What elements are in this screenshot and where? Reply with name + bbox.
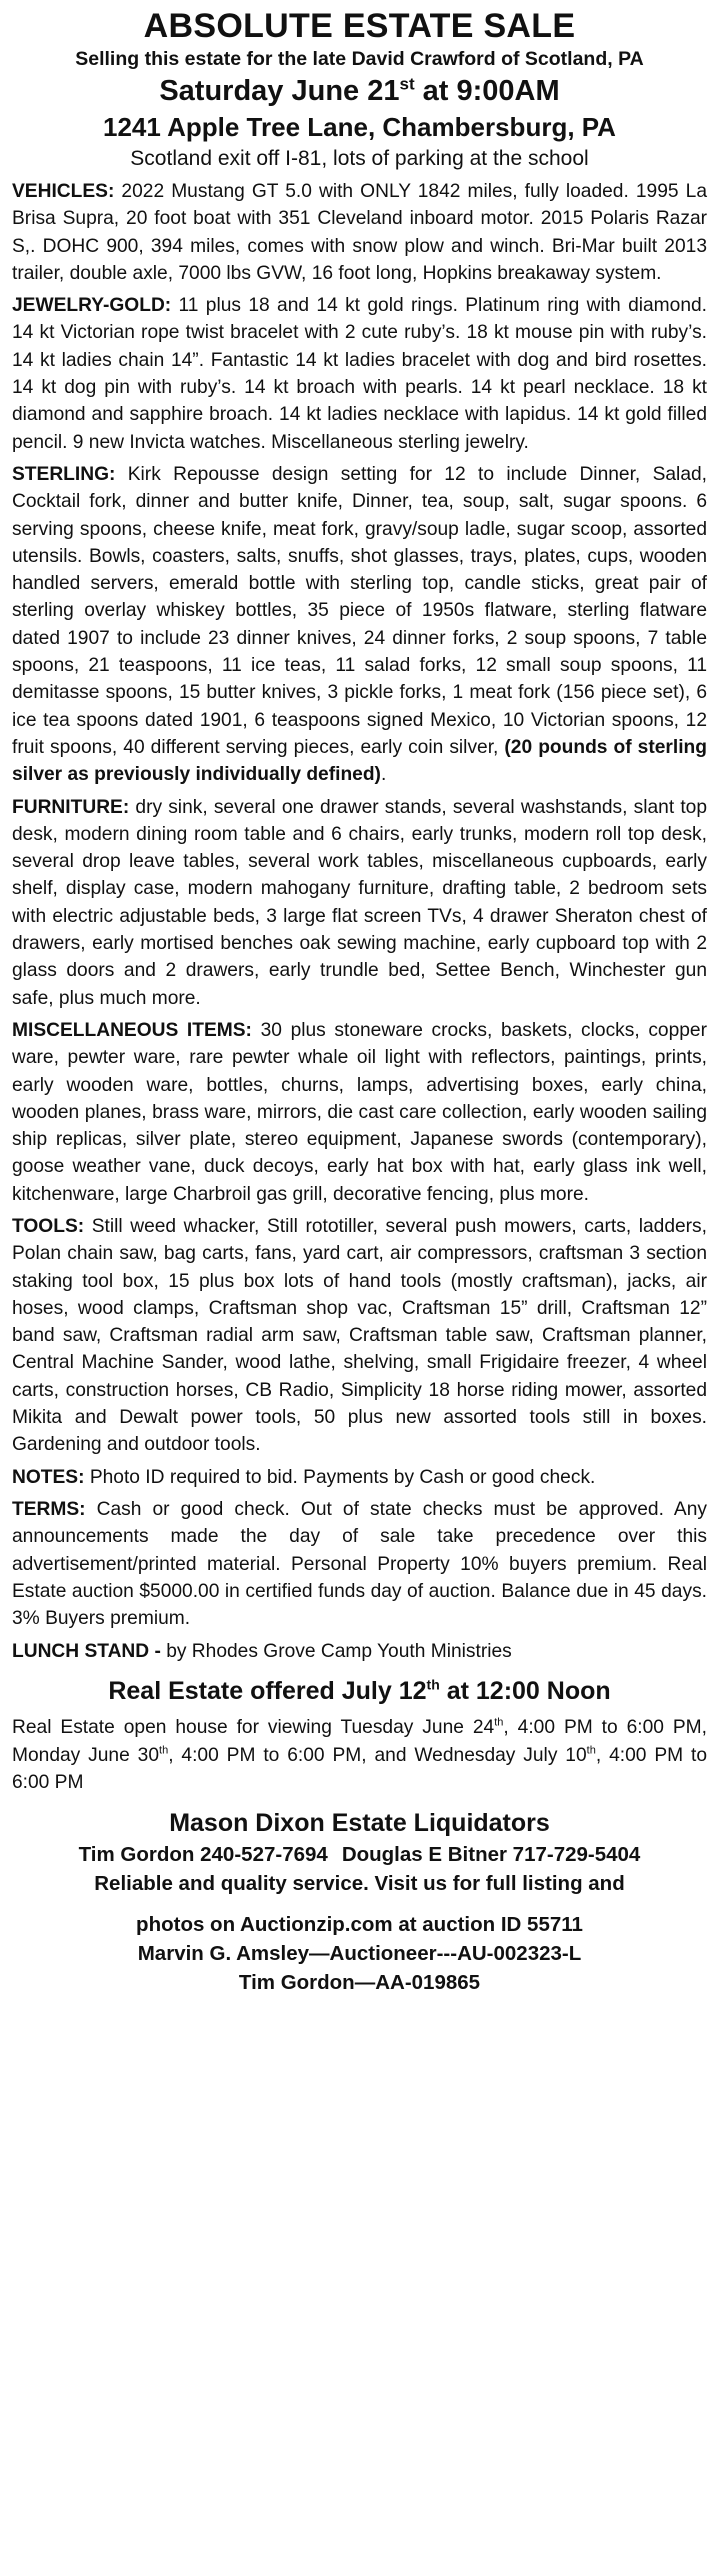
- misc-section: [12, 1017, 707, 1208]
- sterling-heading: STERLING:: [12, 463, 116, 485]
- sale-date-suffix: st: [399, 74, 415, 94]
- furniture-section: [12, 794, 707, 1012]
- company-name: Mason Dixon Estate Liquidators: [169, 1809, 550, 1838]
- sterling-text: Kirk Repousse design setting for 12 to include Dinner, Salad, Cocktail fork, dinner and butter knife, Dinner, tea, soup, salt, sugar spoons. 6 serving spoons, cheese knife, meat fork, gravy/soup ladle, sugar scoop, assorted utensils. Bowls, coasters, salts, snuffs, shot glasses, trays, plates, cups, wooden handled servers, emerald bottle with sterling top, candle sticks, great pair of sterling overlay whiskey bottles, 35 piece of 1950s flatware, sterling flatware dated 1907 to include 23 dinner knives, 24 dinner forks, 2 soup spoons, 7 table spoons, 21 teaspoons, 11 ice teas, 11 salad forks, 12 small soup spoons, 11 demitasse spoons, 15 butter knives, 3 pickle forks, 1 meat fork (156 piece set), 6 ice tea spoons dated 1901, 6 teaspoons signed Mexico, 10 Victorian spoons, 12 fruit spoons, 40 different serving pieces, early coin silver,: [12, 463, 707, 758]
- furniture-heading: FURNITURE:: [12, 796, 130, 818]
- sterling-section: [12, 461, 707, 789]
- lunch-section: [12, 1638, 707, 1665]
- misc-text: 30 plus stoneware crocks, baskets, clocks, copper ware, pewter ware, rare pewter whale oil light with reflectors, paintings, prints, early wooden ware, bottles, churns, lamps, advertising boxes, early china, wooden planes, brass ware, mirrors, die cast care collection, early wooden sailing ship replicas, silver plate, stereo equipment, Japanese swords (contemporary), goose weather vane, duck decoys, early hat box with hat, early glass ink well, kitchenware, large Charbroil gas grill, decorative fencing, plus more.: [12, 1019, 707, 1205]
- misc-heading: MISCELLANEOUS ITEMS:: [12, 1019, 252, 1041]
- assistant-line: Tim Gordon—AA-019865: [238, 1971, 481, 1995]
- contact-phones: [12, 1840, 707, 1869]
- jewelry-text: 11 plus 18 and 14 kt gold rings. Platinum ring with diamond. 14 kt Victorian rope twist bracelet with 2 cute ruby’s. 18 kt mouse pin with ruby’s. 14 kt ladies chain 14”. Fantastic 14 kt ladies bracelet with dog and bird rosettes. 14 kt dog pin with ruby’s. 14 kt broach with pearls. 14 kt pearl necklace. 18 kt diamond and sapphire broach. 14 kt ladies necklace with lapidus. 14 kt gold filled pencil. 9 new Invicta watches. Miscellaneous sterling jewelry.: [12, 295, 707, 453]
- open-house-part-1: Real Estate open house for viewing Tuesday June 24: [12, 1717, 495, 1739]
- terms-heading: TERMS:: [12, 1498, 86, 1520]
- notes-heading: NOTES:: [12, 1466, 85, 1488]
- open-house-suffix-2: th: [159, 1744, 169, 1757]
- vehicles-section: [12, 178, 707, 287]
- tools-heading: TOOLS:: [12, 1215, 85, 1237]
- open-house-suffix-1: th: [494, 1717, 504, 1730]
- terms-text: Cash or good check. Out of state checks must be approved. Any announcements made the day of sale take precedence over this advertisement/printed material. Personal Property 10% buyers premium. Real Estate auction $5000.00 in certified funds day of auction. Balance due in 45 days. 3% Buyers premium.: [12, 1498, 707, 1630]
- sale-date: Saturday June 21: [159, 75, 400, 107]
- open-house-section: [12, 1714, 707, 1796]
- sale-date-time: [12, 72, 707, 110]
- sale-address: 1241 Apple Tree Lane, Chambersburg, PA: [103, 112, 616, 142]
- notes-text: Photo ID required to bid. Payments by Cash or good check.: [84, 1466, 596, 1488]
- terms-section: [12, 1496, 707, 1632]
- real-estate-title-time: at 12:00 Noon: [439, 1677, 611, 1706]
- ad-subtitle: Selling this estate for the late David Crawford of Scotland, PA: [75, 48, 644, 70]
- jewelry-heading: JEWELRY-GOLD:: [12, 295, 172, 317]
- service-line: Reliable and quality service. Visit us for full listing and: [94, 1872, 625, 1896]
- tools-text: Still weed whacker, Still rototiller, several push mowers, carts, ladders, Polan chain saw, bag carts, fans, yard cart, air compressors, craftsman 3 section staking tool box, 15 plus box lots of hand tools (mostly craftsman), jacks, air hoses, wood clamps, Craftsman shop vac, Craftsman 15” drill, Craftsman 12” band saw, Craftsman radial arm saw, Craftsman table saw, Craftsman planner, Central Machine Sander, wood lathe, shelving, small Frigidaire freezer, 4 wheel carts, construction horses, CB Radio, Simplicity 18 horse riding mower, assorted Mikita and Dewalt power tools, 50 plus new assorted tools still in boxes. Gardening and outdoor tools.: [12, 1215, 707, 1456]
- open-house-suffix-3: th: [586, 1744, 596, 1757]
- lunch-heading: LUNCH STAND -: [12, 1641, 161, 1663]
- tools-section: [12, 1213, 707, 1459]
- contact-gordon: Tim Gordon 240-527-7694: [78, 1843, 328, 1867]
- real-estate-title-main: Real Estate offered July 12: [108, 1677, 427, 1706]
- real-estate-title: [12, 1673, 707, 1709]
- real-estate-title-suffix: th: [426, 1677, 440, 1694]
- sale-time: at 9:00AM: [414, 75, 560, 107]
- contact-bitner: Douglas E Bitner 717-729-5404: [341, 1843, 641, 1867]
- sale-directions: Scotland exit off I-81, lots of parking at the school: [130, 147, 589, 170]
- sterling-weight-note: (20 pounds of sterling silver as previously individually defined): [12, 736, 707, 786]
- vehicles-text: 2022 Mustang GT 5.0 with ONLY 1842 miles, fully loaded. 1995 La Brisa Supra, 20 foot boat with 351 Cleveland inboard motor. 2015 Polaris Razar S,. DOHC 900, 394 miles, comes with snow plow and winch. Bri-Mar built 2013 trailer, double axle, 7000 lbs GVW, 16 foot long, Hopkins breakaway system.: [12, 181, 707, 284]
- open-house-part-3: , 4:00 PM to 6:00 PM, and Wednesday July 10: [168, 1744, 587, 1766]
- sterling-end: .: [380, 764, 387, 786]
- furniture-text: dry sink, several one drawer stands, several washstands, slant top desk, modern dining room table and 6 chairs, early trunks, modern roll top desk, several drop leave tables, several work tables, miscellaneous cupboards, early shelf, display case, modern mahogany furniture, drafting table, 2 bedroom sets with electric adjustable beds, 3 large flat screen TVs, 4 drawer Sheraton chest of drawers, early mortised benches oak sewing machine, early cupboard top with 2 glass doors and 2 drawers, early trundle bed, Settee Bench, Winchester gun safe, plus much more.: [12, 796, 707, 1009]
- photos-line: photos on Auctionzip.com at auction ID 55711: [136, 1913, 583, 1937]
- notes-section: [12, 1464, 707, 1491]
- open-house-part-2: , 4:00 PM to 6:00 PM, Monday June 30: [12, 1717, 707, 1766]
- lunch-text: by Rhodes Grove Camp Youth Ministries: [160, 1641, 512, 1663]
- open-house-part-4: , 4:00 PM to 6:00 PM: [12, 1744, 707, 1794]
- vehicles-heading: VEHICLES:: [12, 181, 115, 202]
- auctioneer-line: Marvin G. Amsley—Auctioneer---AU-002323-L: [137, 1942, 582, 1966]
- ad-title: ABSOLUTE ESTATE SALE: [143, 7, 576, 45]
- jewelry-section: [12, 292, 707, 456]
